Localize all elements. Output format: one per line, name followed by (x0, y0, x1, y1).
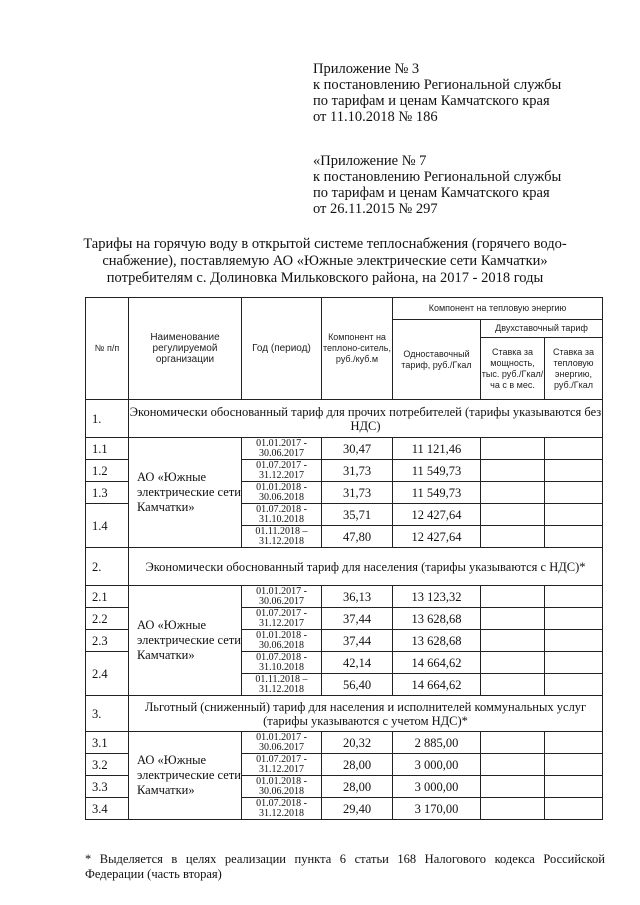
appendix-line: по тарифам и ценам Камчатского края (313, 185, 550, 201)
row-number: 1.3 (86, 482, 129, 504)
carrier-value: 31,73 (322, 482, 393, 504)
energy-rate-value (545, 652, 603, 674)
row-number: 3.1 (86, 732, 129, 754)
section-number: 3. (86, 696, 129, 732)
period-cell: 01.07.2018 - 31.10.2018 (242, 504, 322, 526)
period-cell: 01.11.2018 – 31.12.2018 (242, 674, 322, 696)
section-number: 1. (86, 400, 129, 438)
header-period: Год (период) (242, 298, 322, 400)
section-row (86, 696, 603, 732)
title-line: Тарифы на горячую воду в открытой системе теплоснабжения (горячего водо- (83, 236, 567, 252)
single-rate-value: 14 664,62 (393, 674, 481, 696)
period-cell: 01.01.2017 - 30.06.2017 (242, 732, 322, 754)
power-rate-value (481, 586, 545, 608)
footnote: * Выделяется в целях реализации пункта 6 статьи 168 Налогового кодекса Российской Федерации (часть вторая) (85, 852, 605, 881)
title-line: снабжение), поставляемую АО «Южные электрические сети Камчатки» (102, 253, 548, 269)
energy-rate-value (545, 674, 603, 696)
row-number: 3.2 (86, 754, 129, 776)
carrier-value: 36,13 (322, 586, 393, 608)
energy-rate-value (545, 438, 603, 460)
carrier-value: 31,73 (322, 460, 393, 482)
energy-rate-value (545, 608, 603, 630)
row-number: 1.4 (86, 504, 129, 548)
tariff-table (85, 297, 603, 820)
section-row (86, 400, 603, 438)
table-row (86, 732, 603, 754)
period-cell: 01.07.2018 - 31.10.2018 (242, 652, 322, 674)
power-rate-value (481, 504, 545, 526)
period-cell: 01.01.2017 - 30.06.2017 (242, 586, 322, 608)
energy-rate-value (545, 754, 603, 776)
power-rate-value (481, 630, 545, 652)
energy-rate-value (545, 630, 603, 652)
power-rate-value (481, 652, 545, 674)
title-line: потребителям с. Долиновка Мильковского района, на 2017 - 2018 годы (106, 270, 544, 286)
table-row (86, 586, 603, 608)
power-rate-value (481, 754, 545, 776)
single-rate-value: 2 885,00 (393, 732, 481, 754)
row-number: 3.3 (86, 776, 129, 798)
header-org: Наименование регулируемой организации (129, 298, 242, 400)
single-rate-value: 3 170,00 (393, 798, 481, 820)
single-rate-value: 12 427,64 (393, 526, 481, 548)
carrier-value: 30,47 (322, 438, 393, 460)
power-rate-value (481, 798, 545, 820)
appendix-line: к постановлению Региональной службы (313, 169, 562, 185)
row-number: 2.3 (86, 630, 129, 652)
single-rate-value: 13 628,68 (393, 630, 481, 652)
energy-rate-value (545, 798, 603, 820)
single-rate-value: 13 628,68 (393, 608, 481, 630)
single-rate-value: 14 664,62 (393, 652, 481, 674)
row-number: 2.1 (86, 586, 129, 608)
section-title: Льготный (сниженный) тариф для населения и исполнителей коммунальных услуг (тарифы указываются с учетом НДС)* (129, 696, 603, 732)
section-title: Экономически обоснованный тариф для населения (тарифы указываются с НДС)* (129, 548, 603, 586)
row-number: 1.1 (86, 438, 129, 460)
period-cell: 01.01.2018 - 30.06.2018 (242, 776, 322, 798)
header-heat-component: Компонент на тепловую энергию (393, 298, 603, 320)
section-title: Экономически обоснованный тариф для прочих потребителей (тарифы указываются без НДС) (129, 400, 603, 438)
appendix-line: Приложение № 3 (313, 61, 420, 77)
single-rate-value: 3 000,00 (393, 776, 481, 798)
row-number: 2.2 (86, 608, 129, 630)
power-rate-value (481, 776, 545, 798)
appendix-line: «Приложение № 7 (313, 153, 427, 169)
power-rate-value (481, 460, 545, 482)
single-rate-value: 12 427,64 (393, 504, 481, 526)
header-carrier: Компонент на теплоно-ситель, руб./куб.м (322, 298, 393, 400)
single-rate-value: 11 549,73 (393, 482, 481, 504)
carrier-value: 42,14 (322, 652, 393, 674)
section-number: 2. (86, 548, 129, 586)
carrier-value: 20,32 (322, 732, 393, 754)
header-energy-rate: Ставка за тепловую энергию, руб./Гкал (545, 338, 603, 400)
carrier-value: 47,80 (322, 526, 393, 548)
single-rate-value: 13 123,32 (393, 586, 481, 608)
period-cell: 01.07.2018 - 31.12.2018 (242, 798, 322, 820)
header-num: № п/п (86, 298, 129, 400)
energy-rate-value (545, 776, 603, 798)
single-rate-value: 11 549,73 (393, 460, 481, 482)
header-single-rate: Одноставочный тариф, руб./Гкал (393, 320, 481, 400)
energy-rate-value (545, 460, 603, 482)
appendix-line: по тарифам и ценам Камчатского края (313, 93, 550, 109)
table-row (86, 438, 603, 460)
row-number: 3.4 (86, 798, 129, 820)
power-rate-value (481, 608, 545, 630)
power-rate-value (481, 438, 545, 460)
organization-name: АО «Южные электрические сети Камчатки» (129, 586, 242, 696)
appendix-line: от 11.10.2018 № 186 (313, 109, 438, 125)
carrier-value: 37,44 (322, 608, 393, 630)
carrier-value: 29,40 (322, 798, 393, 820)
appendix-line: к постановлению Региональной службы (313, 77, 562, 93)
carrier-value: 37,44 (322, 630, 393, 652)
energy-rate-value (545, 482, 603, 504)
energy-rate-value (545, 504, 603, 526)
appendix-current (313, 61, 561, 125)
period-cell: 01.11.2018 – 31.12.2018 (242, 526, 322, 548)
period-cell: 01.07.2017 - 31.12.2017 (242, 754, 322, 776)
organization-name: АО «Южные электрические сети Камчатки» (129, 438, 242, 548)
section-row (86, 548, 603, 586)
power-rate-value (481, 482, 545, 504)
carrier-value: 56,40 (322, 674, 393, 696)
power-rate-value (481, 526, 545, 548)
period-cell: 01.01.2017 - 30.06.2017 (242, 438, 322, 460)
period-cell: 01.01.2018 - 30.06.2018 (242, 482, 322, 504)
carrier-value: 28,00 (322, 776, 393, 798)
document-title (70, 236, 580, 287)
organization-name: АО «Южные электрические сети Камчатки» (129, 732, 242, 820)
energy-rate-value (545, 526, 603, 548)
single-rate-value: 3 000,00 (393, 754, 481, 776)
energy-rate-value (545, 732, 603, 754)
row-number: 1.2 (86, 460, 129, 482)
header-power-rate: Ставка за мощность, тыс. руб./Гкал/ча с в мес. (481, 338, 545, 400)
appendix-previous (313, 153, 561, 217)
row-number: 2.4 (86, 652, 129, 696)
single-rate-value: 11 121,46 (393, 438, 481, 460)
period-cell: 01.07.2017 - 31.12.2017 (242, 460, 322, 482)
carrier-value: 28,00 (322, 754, 393, 776)
carrier-value: 35,71 (322, 504, 393, 526)
header-two-rate: Двухставочный тариф (481, 320, 603, 338)
power-rate-value (481, 674, 545, 696)
period-cell: 01.07.2017 - 31.12.2017 (242, 608, 322, 630)
period-cell: 01.01.2018 - 30.06.2018 (242, 630, 322, 652)
energy-rate-value (545, 586, 603, 608)
power-rate-value (481, 732, 545, 754)
appendix-line: от 26.11.2015 № 297 (313, 201, 438, 217)
